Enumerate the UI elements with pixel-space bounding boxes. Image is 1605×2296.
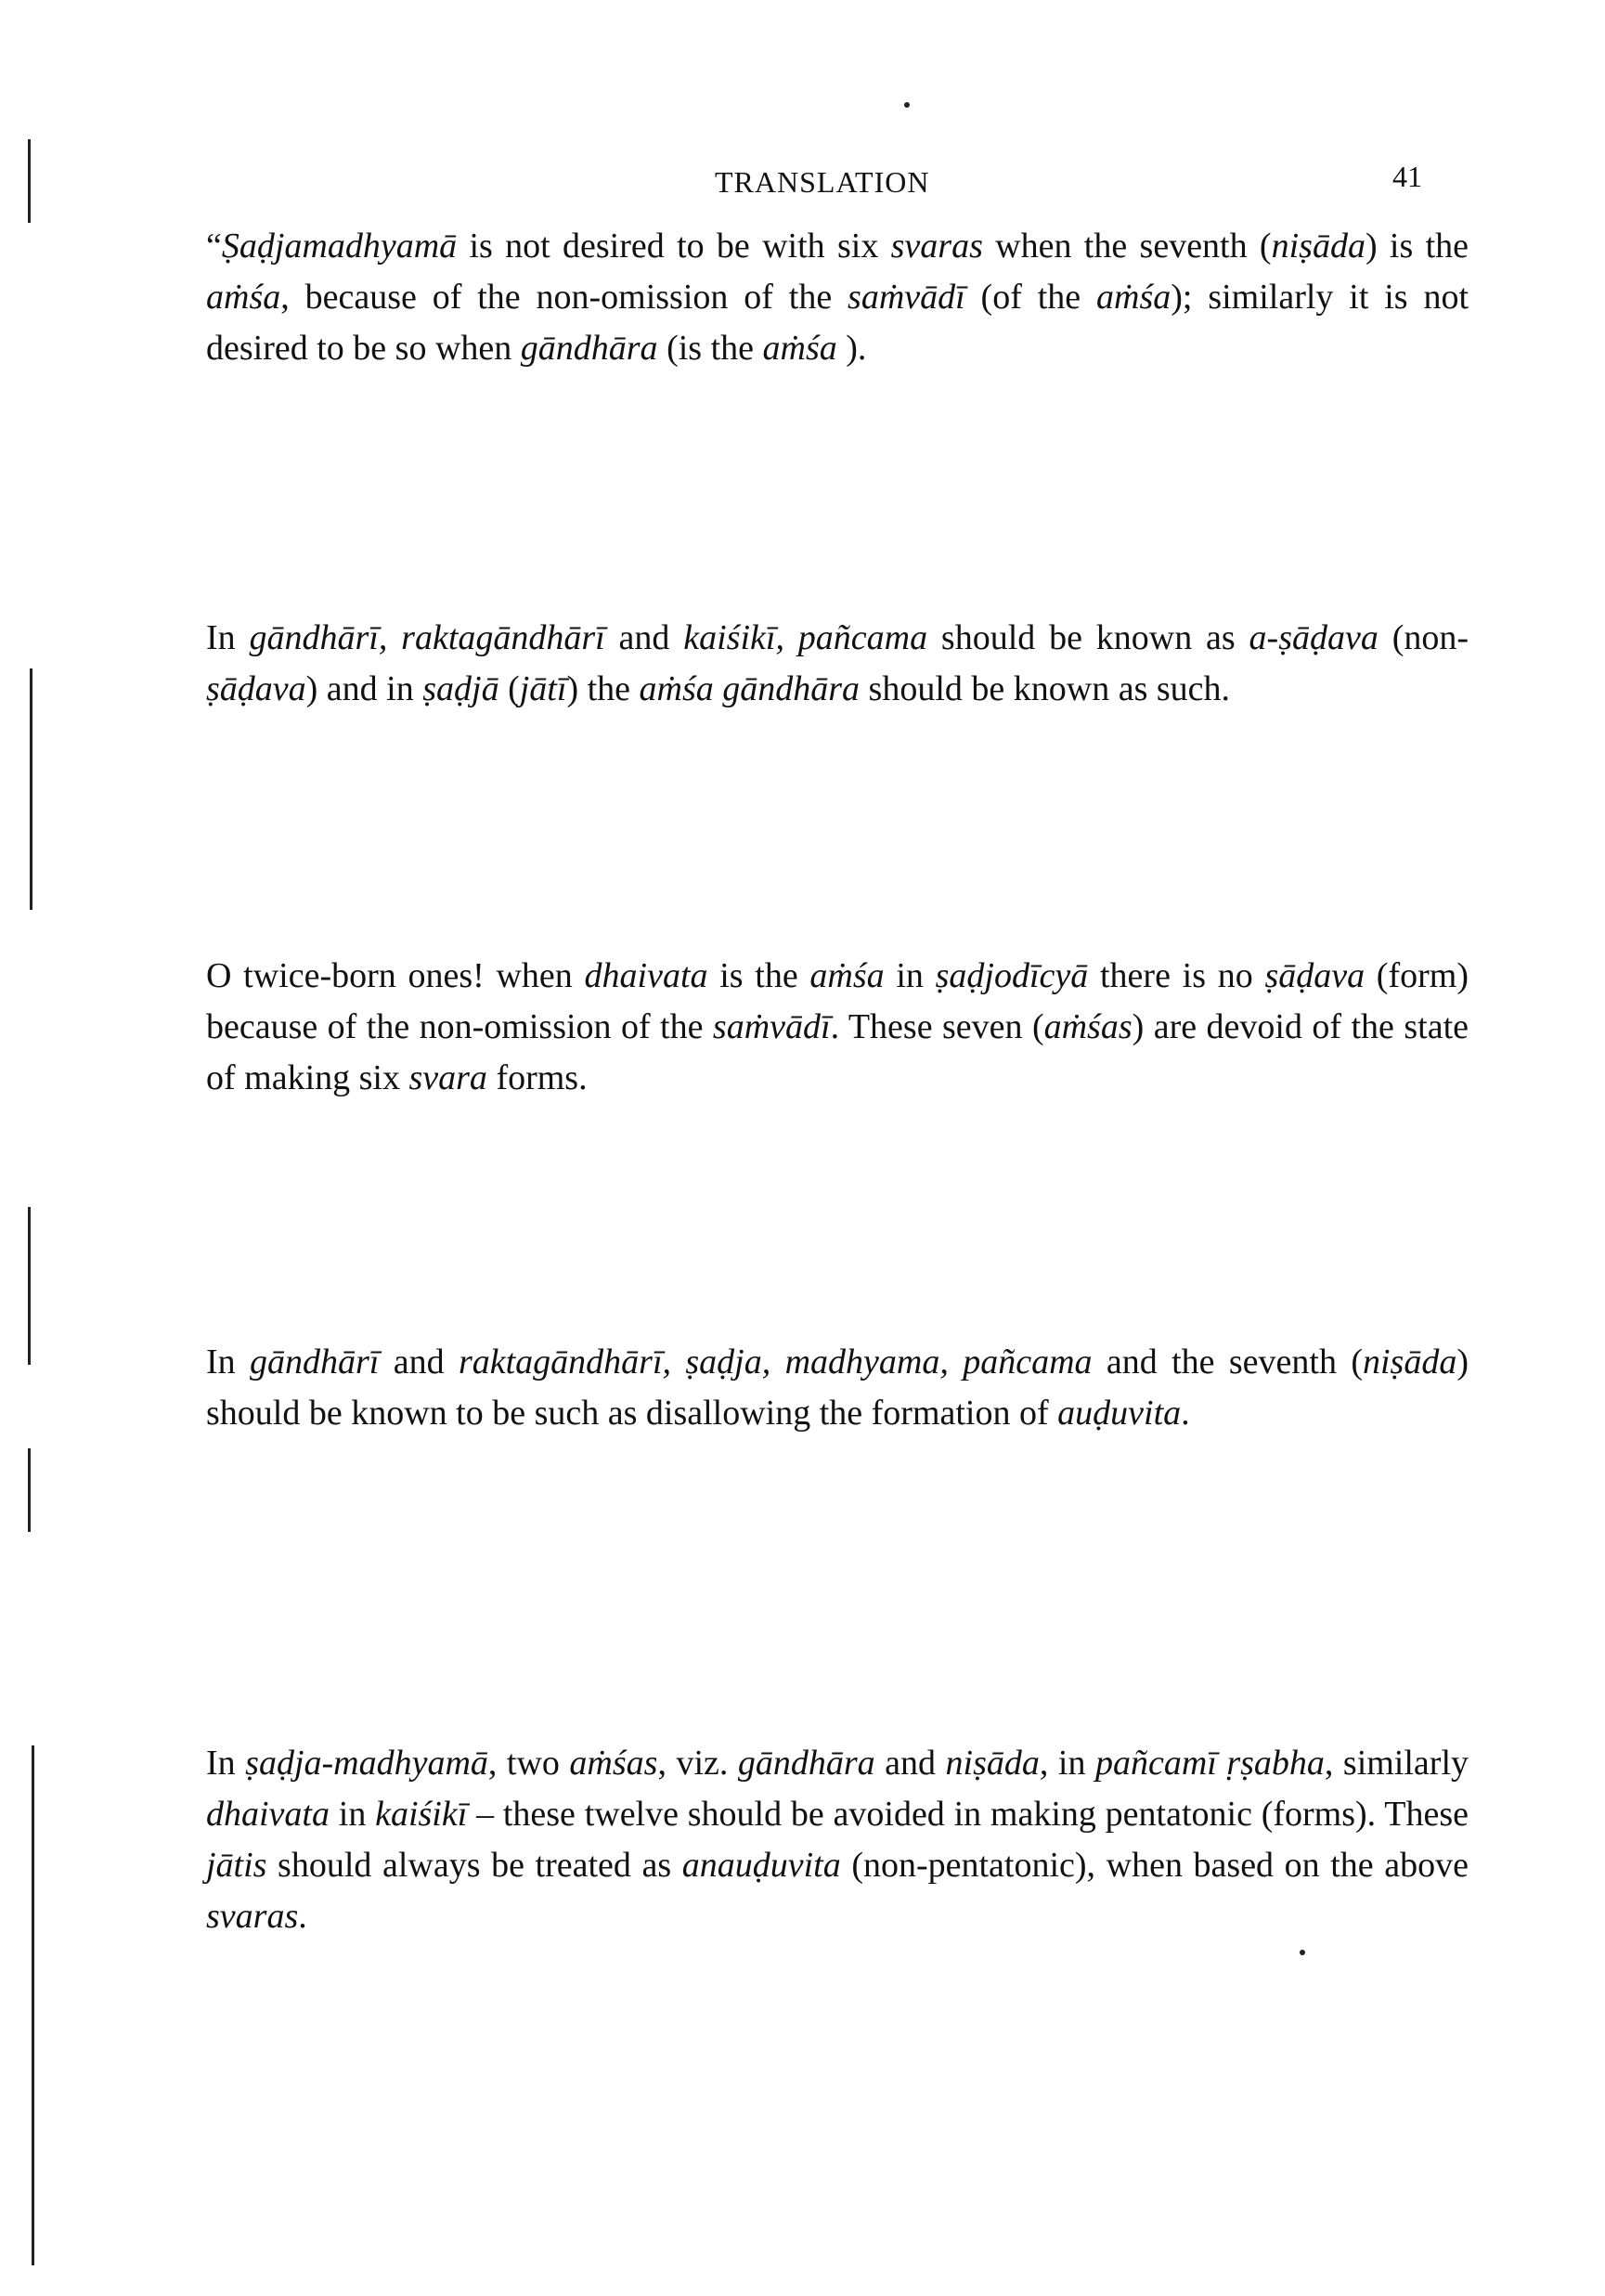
italic-term: saṁvādī	[712, 1007, 831, 1046]
italic-term: gāndhārī	[250, 1343, 380, 1381]
text-run: (of the	[964, 278, 1097, 317]
text-run: In	[206, 1343, 251, 1381]
text-run: .	[1181, 1394, 1190, 1433]
text-run: In	[206, 1744, 246, 1783]
text-run: and the seventh (	[1092, 1343, 1363, 1381]
text-run: in	[329, 1795, 376, 1834]
paragraph-2	[206, 613, 1469, 715]
text-run: (is the	[657, 329, 763, 368]
italic-term: aṁśa gāndhāra	[639, 669, 861, 708]
text-run: , because of the non-omission of the	[280, 278, 848, 317]
text-run: forms.	[486, 1058, 588, 1097]
italic-term: niṣāda	[945, 1744, 1040, 1783]
text-run: is the	[707, 956, 810, 995]
italic-term: aṁśa	[206, 278, 281, 317]
paragraph-1	[206, 221, 1469, 374]
text-run: . These seven (	[830, 1007, 1044, 1046]
italic-term: niṣāda	[1271, 227, 1366, 266]
text-run: ) the	[566, 669, 640, 708]
italic-term: ṣaḍjodīcyā	[935, 956, 1089, 995]
page-number: 41	[1392, 160, 1422, 193]
italic-term: saṁvādī	[848, 278, 965, 317]
paragraph-3	[206, 951, 1469, 1104]
italic-term: niṣāda	[1362, 1343, 1457, 1381]
italic-term: auḍuvita	[1057, 1394, 1182, 1433]
text-run: ) should be known to be such as disallowing the formation of	[206, 1343, 1469, 1433]
scan-edge-mark	[30, 668, 32, 910]
italic-term: ṣāḍava	[206, 669, 306, 708]
text-run: , viz.	[657, 1744, 738, 1783]
paragraph-4	[206, 1337, 1469, 1439]
text-run: and	[379, 1343, 459, 1381]
italic-term: anauḍuvita	[681, 1846, 841, 1885]
italic-term: raktagāndhārī, ṣaḍja, madhyama, pañcama	[458, 1343, 1093, 1381]
text-run: there is no	[1088, 956, 1265, 995]
italic-term: aṁśas	[1043, 1007, 1133, 1046]
text-run: ) are devoid of the state of making six	[206, 1007, 1469, 1097]
text-run: , two	[487, 1744, 570, 1783]
text-run: O twice-born ones! when	[206, 956, 585, 995]
scan-edge-mark	[28, 1207, 31, 1365]
italic-term: gāndhārī, raktagāndhārī	[249, 618, 605, 657]
italic-term: dhaivata	[206, 1795, 330, 1834]
scan-edge-mark	[32, 1745, 34, 2265]
text-run: is not desired to be with six	[457, 227, 891, 266]
text-run: ).	[836, 329, 867, 368]
text-run: in	[884, 956, 936, 995]
text-run: when the seventh (	[982, 227, 1272, 266]
italic-term: svaras	[206, 1897, 299, 1936]
text-run: and	[874, 1744, 946, 1783]
text-run: (form) because of the non-omission of the	[206, 956, 1469, 1046]
italic-term: gāndhāra	[737, 1744, 875, 1783]
text-run: should be known as such.	[860, 669, 1231, 708]
italic-term: svara	[408, 1058, 487, 1097]
running-title: TRANSLATION	[715, 165, 930, 199]
scan-edge-mark	[28, 1448, 31, 1532]
text-run: ); similarly it is not desired to be so when	[206, 278, 1469, 368]
italic-term: aṁśa	[762, 329, 837, 368]
text-run: , in	[1039, 1744, 1095, 1783]
text-run: (non-	[1378, 618, 1469, 657]
italic-term: kaiśikī, pañcama	[683, 618, 928, 657]
italic-term: kaiśikī	[375, 1795, 468, 1834]
italic-term: Ṣaḍjamadhyamā	[221, 227, 458, 266]
scan-dot	[1300, 1950, 1305, 1955]
italic-term: ṣaḍja-madhyamā	[245, 1744, 488, 1783]
text-run: , similarly	[1324, 1744, 1469, 1783]
text-run: ) is the	[1365, 227, 1469, 266]
italic-term: pañcamī ṛṣabha	[1094, 1744, 1325, 1783]
text-run: In	[206, 618, 250, 657]
scan-dot	[904, 102, 910, 108]
italic-term: aṁśa	[809, 956, 885, 995]
paragraph-5	[206, 1738, 1469, 1942]
italic-term: gāndhāra	[520, 329, 658, 368]
italic-term: aṁśa	[1096, 278, 1171, 317]
italic-term: jātī	[519, 669, 567, 708]
text-run: .	[298, 1897, 307, 1936]
text-run: should be known as	[927, 618, 1249, 657]
text-run: (	[498, 669, 520, 708]
running-head	[0, 160, 1605, 206]
text-run: ) and in	[305, 669, 423, 708]
italic-term: aṁśas	[569, 1744, 658, 1783]
text-run: (non-pentatonic), when based on the above	[840, 1846, 1469, 1885]
text-run: should always be treated as	[266, 1846, 682, 1885]
italic-term: ṣāḍava	[1264, 956, 1366, 995]
italic-term: jātis	[206, 1846, 267, 1885]
italic-term: svaras	[890, 227, 983, 266]
text-run: – these twelve should be avoided in making pentatonic (forms). These	[467, 1795, 1469, 1834]
italic-term: ṣaḍjā	[422, 669, 499, 708]
italic-term: a-ṣāḍava	[1249, 618, 1378, 657]
italic-term: dhaivata	[584, 956, 708, 995]
text-run: and	[604, 618, 684, 657]
text-run: “	[206, 227, 222, 266]
